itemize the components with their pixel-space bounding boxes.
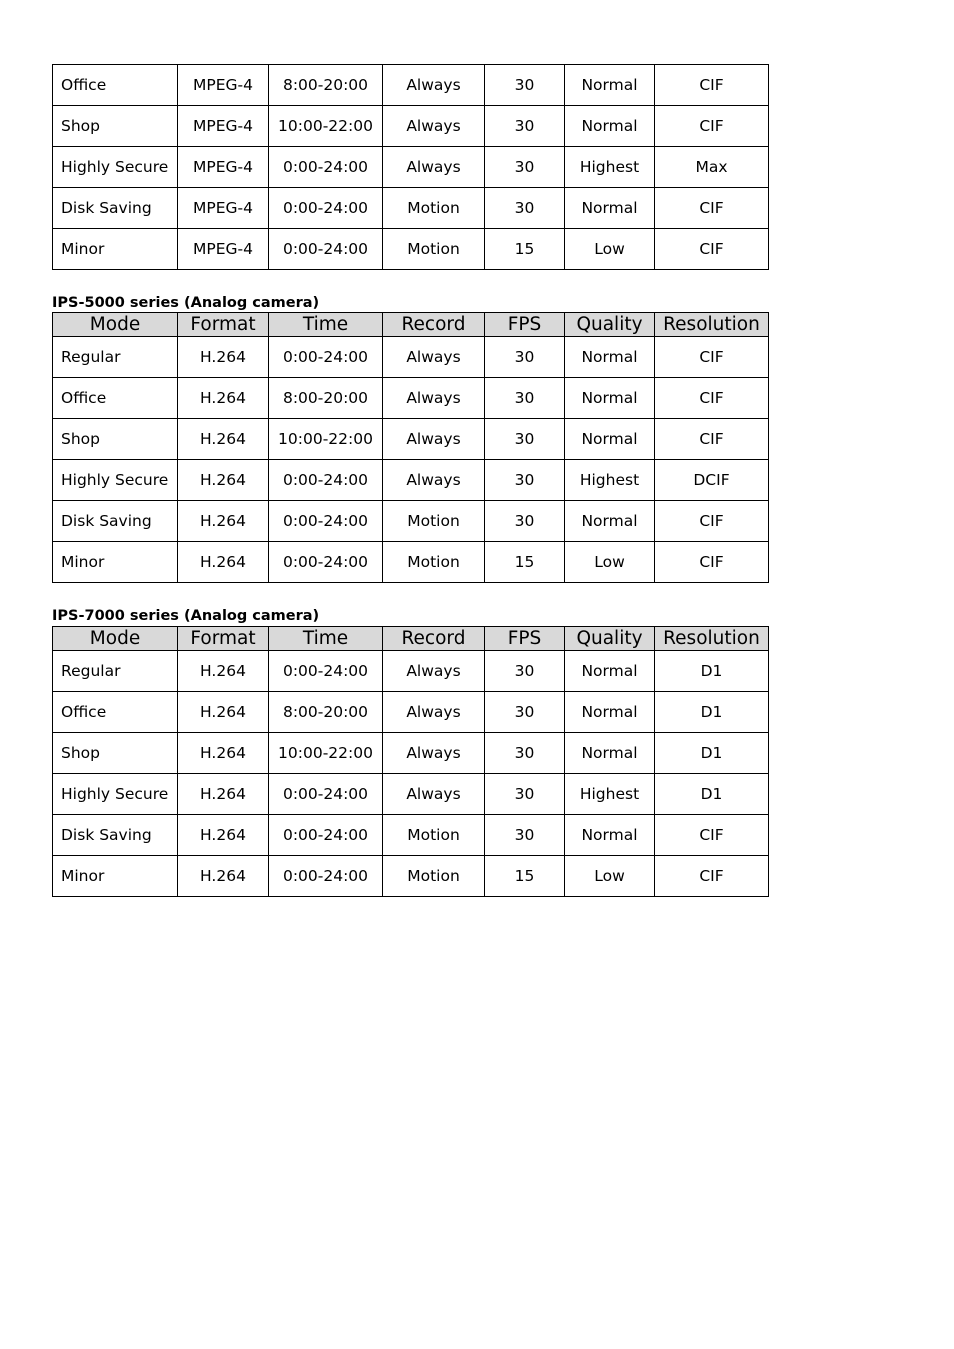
column-header-quality: Quality bbox=[565, 627, 655, 651]
cell-resolution: CIF bbox=[655, 542, 769, 583]
cell-mode: Office bbox=[53, 65, 178, 106]
cell-fps: 30 bbox=[485, 147, 565, 188]
cell-fps: 30 bbox=[485, 65, 565, 106]
cell-fps: 30 bbox=[485, 378, 565, 419]
column-header-record: Record bbox=[383, 313, 485, 337]
column-header-resolution: Resolution bbox=[655, 627, 769, 651]
cell-format: H.264 bbox=[178, 815, 269, 856]
cell-quality: Highest bbox=[565, 774, 655, 815]
cell-mode: Minor bbox=[53, 229, 178, 270]
cell-format: H.264 bbox=[178, 337, 269, 378]
cell-mode: Shop bbox=[53, 419, 178, 460]
recording-modes-table-ips-5000 bbox=[52, 312, 769, 583]
cell-time: 0:00-24:00 bbox=[269, 542, 383, 583]
column-header-time: Time bbox=[269, 313, 383, 337]
column-header-mode: Mode bbox=[53, 627, 178, 651]
cell-quality: Normal bbox=[565, 337, 655, 378]
cell-mode: Regular bbox=[53, 337, 178, 378]
cell-record: Always bbox=[383, 65, 485, 106]
column-header-resolution: Resolution bbox=[655, 313, 769, 337]
cell-format: MPEG-4 bbox=[178, 147, 269, 188]
table-row bbox=[53, 815, 769, 856]
column-header-time: Time bbox=[269, 627, 383, 651]
column-header-mode: Mode bbox=[53, 313, 178, 337]
cell-format: H.264 bbox=[178, 501, 269, 542]
cell-quality: Normal bbox=[565, 501, 655, 542]
cell-fps: 30 bbox=[485, 501, 565, 542]
cell-mode: Disk Saving bbox=[53, 815, 178, 856]
cell-format: H.264 bbox=[178, 774, 269, 815]
column-header-format: Format bbox=[178, 313, 269, 337]
cell-mode: Shop bbox=[53, 733, 178, 774]
cell-quality: Normal bbox=[565, 815, 655, 856]
cell-format: H.264 bbox=[178, 692, 269, 733]
cell-resolution: CIF bbox=[655, 815, 769, 856]
cell-record: Always bbox=[383, 774, 485, 815]
cell-mode: Highly Secure bbox=[53, 460, 178, 501]
table-row bbox=[53, 419, 769, 460]
cell-resolution: CIF bbox=[655, 856, 769, 897]
cell-resolution: CIF bbox=[655, 378, 769, 419]
cell-resolution: CIF bbox=[655, 106, 769, 147]
column-header-quality: Quality bbox=[565, 313, 655, 337]
cell-format: MPEG-4 bbox=[178, 229, 269, 270]
cell-quality: Normal bbox=[565, 692, 655, 733]
cell-format: H.264 bbox=[178, 460, 269, 501]
cell-resolution: D1 bbox=[655, 651, 769, 692]
column-header-format: Format bbox=[178, 627, 269, 651]
table-row bbox=[53, 501, 769, 542]
cell-resolution: Max bbox=[655, 147, 769, 188]
cell-format: MPEG-4 bbox=[178, 106, 269, 147]
table-row bbox=[53, 229, 769, 270]
cell-format: H.264 bbox=[178, 419, 269, 460]
cell-mode: Office bbox=[53, 692, 178, 733]
cell-time: 10:00-22:00 bbox=[269, 419, 383, 460]
table-row bbox=[53, 692, 769, 733]
table-row bbox=[53, 651, 769, 692]
cell-fps: 30 bbox=[485, 733, 565, 774]
cell-time: 8:00-20:00 bbox=[269, 65, 383, 106]
cell-fps: 30 bbox=[485, 774, 565, 815]
table-row bbox=[53, 733, 769, 774]
table-row bbox=[53, 542, 769, 583]
cell-mode: Highly Secure bbox=[53, 774, 178, 815]
cell-record: Always bbox=[383, 692, 485, 733]
cell-quality: Highest bbox=[565, 460, 655, 501]
table-row bbox=[53, 774, 769, 815]
cell-record: Motion bbox=[383, 856, 485, 897]
cell-mode: Disk Saving bbox=[53, 188, 178, 229]
cell-mode: Regular bbox=[53, 651, 178, 692]
cell-format: H.264 bbox=[178, 542, 269, 583]
table-header-row bbox=[53, 627, 769, 651]
cell-fps: 15 bbox=[485, 229, 565, 270]
cell-format: H.264 bbox=[178, 378, 269, 419]
table-row bbox=[53, 460, 769, 501]
cell-record: Always bbox=[383, 733, 485, 774]
cell-mode: Shop bbox=[53, 106, 178, 147]
cell-mode: Highly Secure bbox=[53, 147, 178, 188]
cell-fps: 30 bbox=[485, 337, 565, 378]
section-title-ips-7000: IPS-7000 series (Analog camera) bbox=[52, 608, 320, 624]
cell-format: H.264 bbox=[178, 856, 269, 897]
cell-record: Motion bbox=[383, 815, 485, 856]
cell-time: 0:00-24:00 bbox=[269, 337, 383, 378]
cell-record: Motion bbox=[383, 188, 485, 229]
cell-time: 0:00-24:00 bbox=[269, 815, 383, 856]
cell-fps: 30 bbox=[485, 651, 565, 692]
cell-fps: 30 bbox=[485, 188, 565, 229]
cell-time: 8:00-20:00 bbox=[269, 378, 383, 419]
cell-record: Motion bbox=[383, 542, 485, 583]
cell-record: Always bbox=[383, 106, 485, 147]
cell-resolution: CIF bbox=[655, 65, 769, 106]
cell-resolution: CIF bbox=[655, 419, 769, 460]
cell-resolution: CIF bbox=[655, 337, 769, 378]
cell-quality: Normal bbox=[565, 733, 655, 774]
cell-time: 0:00-24:00 bbox=[269, 147, 383, 188]
cell-resolution: D1 bbox=[655, 733, 769, 774]
cell-record: Motion bbox=[383, 501, 485, 542]
cell-record: Always bbox=[383, 147, 485, 188]
cell-record: Always bbox=[383, 378, 485, 419]
table-row bbox=[53, 856, 769, 897]
cell-record: Always bbox=[383, 419, 485, 460]
cell-quality: Low bbox=[565, 856, 655, 897]
column-header-record: Record bbox=[383, 627, 485, 651]
cell-record: Always bbox=[383, 337, 485, 378]
table-row bbox=[53, 65, 769, 106]
cell-mode: Office bbox=[53, 378, 178, 419]
table-row bbox=[53, 188, 769, 229]
cell-format: MPEG-4 bbox=[178, 65, 269, 106]
cell-fps: 30 bbox=[485, 106, 565, 147]
cell-format: MPEG-4 bbox=[178, 188, 269, 229]
table-row bbox=[53, 147, 769, 188]
cell-time: 0:00-24:00 bbox=[269, 501, 383, 542]
cell-time: 0:00-24:00 bbox=[269, 651, 383, 692]
cell-quality: Low bbox=[565, 542, 655, 583]
cell-fps: 30 bbox=[485, 692, 565, 733]
cell-resolution: CIF bbox=[655, 229, 769, 270]
cell-quality: Normal bbox=[565, 106, 655, 147]
cell-format: H.264 bbox=[178, 651, 269, 692]
cell-mode: Minor bbox=[53, 542, 178, 583]
cell-fps: 15 bbox=[485, 856, 565, 897]
cell-time: 0:00-24:00 bbox=[269, 229, 383, 270]
column-header-fps: FPS bbox=[485, 627, 565, 651]
recording-modes-table-ips-7000 bbox=[52, 626, 769, 897]
cell-resolution: D1 bbox=[655, 692, 769, 733]
cell-format: H.264 bbox=[178, 733, 269, 774]
cell-time: 10:00-22:00 bbox=[269, 106, 383, 147]
cell-mode: Disk Saving bbox=[53, 501, 178, 542]
cell-fps: 30 bbox=[485, 815, 565, 856]
cell-fps: 30 bbox=[485, 460, 565, 501]
cell-time: 0:00-24:00 bbox=[269, 188, 383, 229]
cell-fps: 30 bbox=[485, 419, 565, 460]
table-row bbox=[53, 337, 769, 378]
recording-modes-table-continued bbox=[52, 64, 769, 270]
cell-time: 10:00-22:00 bbox=[269, 733, 383, 774]
cell-time: 0:00-24:00 bbox=[269, 774, 383, 815]
cell-time: 0:00-24:00 bbox=[269, 460, 383, 501]
cell-record: Always bbox=[383, 651, 485, 692]
cell-record: Always bbox=[383, 460, 485, 501]
cell-quality: Normal bbox=[565, 65, 655, 106]
column-header-fps: FPS bbox=[485, 313, 565, 337]
cell-quality: Normal bbox=[565, 188, 655, 229]
section-title-ips-5000: IPS-5000 series (Analog camera) bbox=[52, 295, 320, 311]
table-row bbox=[53, 378, 769, 419]
table-row bbox=[53, 106, 769, 147]
cell-time: 0:00-24:00 bbox=[269, 856, 383, 897]
cell-quality: Normal bbox=[565, 378, 655, 419]
cell-resolution: CIF bbox=[655, 501, 769, 542]
cell-record: Motion bbox=[383, 229, 485, 270]
cell-quality: Low bbox=[565, 229, 655, 270]
cell-resolution: D1 bbox=[655, 774, 769, 815]
cell-time: 8:00-20:00 bbox=[269, 692, 383, 733]
cell-mode: Minor bbox=[53, 856, 178, 897]
cell-fps: 15 bbox=[485, 542, 565, 583]
cell-resolution: CIF bbox=[655, 188, 769, 229]
cell-quality: Normal bbox=[565, 651, 655, 692]
cell-quality: Normal bbox=[565, 419, 655, 460]
table-header-row bbox=[53, 313, 769, 337]
cell-quality: Highest bbox=[565, 147, 655, 188]
cell-resolution: DCIF bbox=[655, 460, 769, 501]
